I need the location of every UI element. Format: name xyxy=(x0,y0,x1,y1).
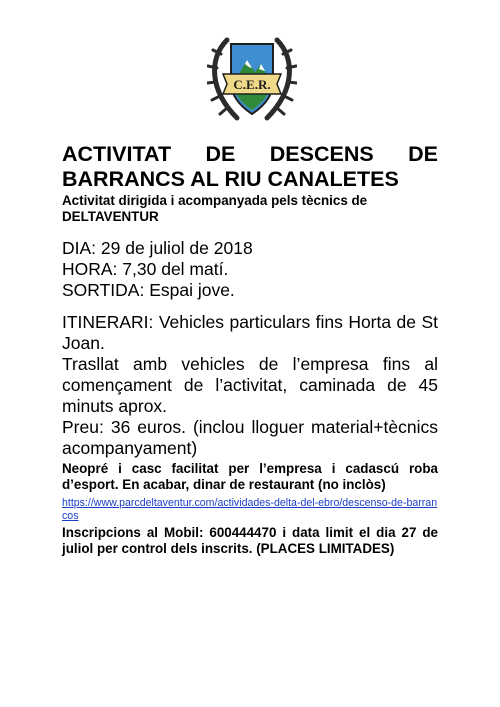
time-line: HORA: 7,30 del matí. xyxy=(62,259,229,279)
activity-link[interactable]: https://www.parcdeltaventur.com/actividades-delta-del-ebro/descenso-de-barrancos xyxy=(62,497,438,522)
registration-text: Inscripcions al Mobil: 600444470 i data limit el dia 27 de juliol per control dels inscrits. (PLACES LIMITADES) xyxy=(62,525,438,556)
logo-text: C.E.R. xyxy=(233,77,271,92)
departure-line: SORTIDA: Espai jove. xyxy=(62,280,235,300)
transfer-text: Trasllat amb vehicles de l’empresa fins al començament de l’activitat, caminada de 45 minuts aprox. xyxy=(62,354,438,416)
club-logo xyxy=(207,34,297,122)
price-text: Preu: 36 euros. (inclou lloguer material+tècnics acompanyament) xyxy=(62,417,438,458)
flyer-title: ACTIVITAT DE DESCENS DE BARRANCS AL RIU CANALETES xyxy=(62,142,438,191)
itinerary-text: ITINERARI: Vehicles particulars fins Horta de St Joan. xyxy=(62,312,438,353)
flyer-content xyxy=(62,142,438,557)
equipment-text: Neopré i casc facilitat per l’empresa i cadascú roba d’esport. En acabar, dinar de restaurant (no inclòs) xyxy=(62,461,438,492)
date-line: DIA: 29 de juliol de 2018 xyxy=(62,238,253,258)
flyer-subtitle: Activitat dirigida i acompanyada pels tècnics de DELTAVENTUR xyxy=(62,193,368,224)
